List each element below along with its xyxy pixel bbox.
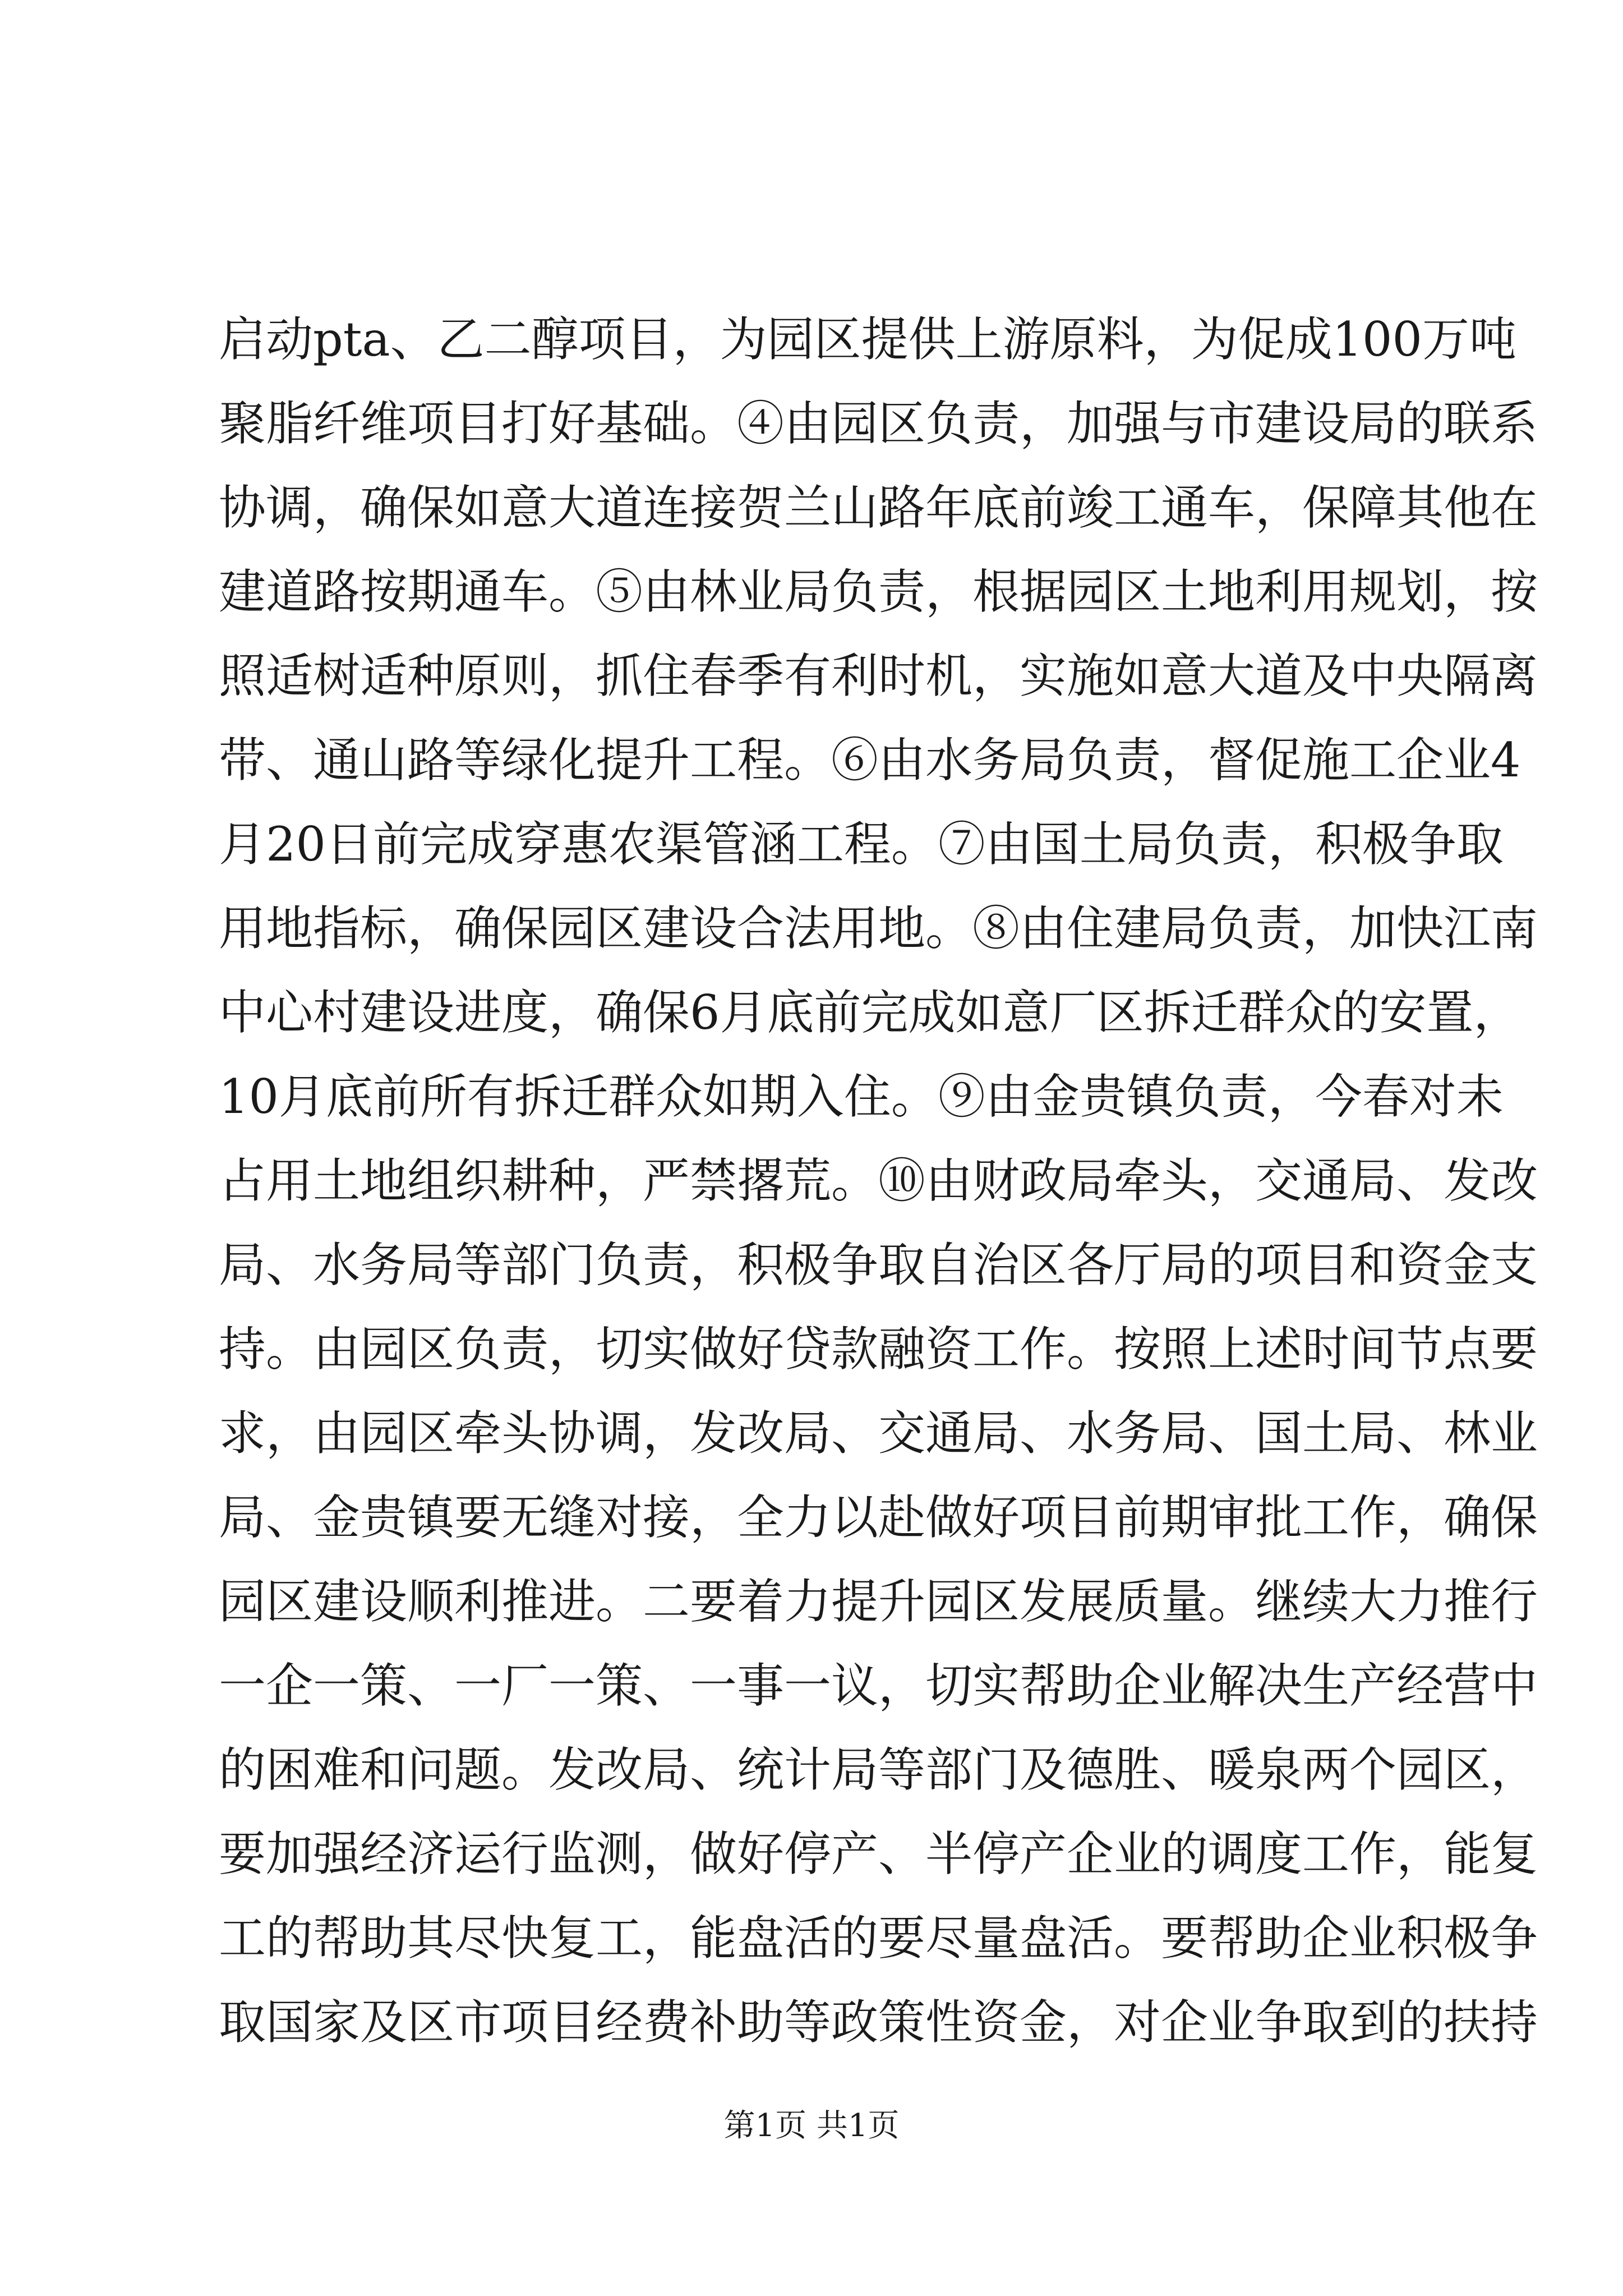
page-footer: 第1页 共1页 [723, 2108, 900, 2144]
text-line: 聚脂纤维项目打好基础。④由园区负责，加强与市建设局的联系 [219, 396, 1538, 451]
text-line: 一企一策、一厂一策、一事一议，切实帮助企业解决生产经营中 [219, 1658, 1538, 1713]
text-line: 月20日前完成穿惠农渠管涵工程。⑦由国土局负责，积极争取 [219, 817, 1504, 872]
text-line: 要加强经济运行监测，做好停产、半停产企业的调度工作，能复 [219, 1826, 1538, 1881]
text-line: 求，由园区牵头协调，发改局、交通局、水务局、国土局、林业 [219, 1406, 1538, 1461]
text-line: 带、通山路等绿化提升工程。⑥由水务局负责，督促施工企业4 [219, 733, 1521, 788]
text-line: 照适树适种原则，抓住春季有利时机，实施如意大道及中央隔离 [219, 648, 1538, 703]
text-line: 的困难和问题。发改局、统计局等部门及德胜、暖泉两个园区， [219, 1742, 1538, 1797]
body-text [219, 297, 1538, 2064]
text-line: 工的帮助其尽快复工，能盘活的要尽量盘活。要帮助企业积极争 [219, 1911, 1538, 1966]
text-line: 持。由园区负责，切实做好贷款融资工作。按照上述时间节点要 [219, 1322, 1538, 1377]
text-line: 10月底前所有拆迁群众如期入住。⑨由金贵镇负责，今春对未 [219, 1069, 1504, 1124]
text-line: 协调，确保如意大道连接贺兰山路年底前竣工通车，保障其他在 [219, 480, 1538, 535]
text-line: 占用土地组织耕种，严禁撂荒。⑩由财政局牵头，交通局、发改 [219, 1153, 1538, 1208]
text-line: 局、水务局等部门负责，积极争取自治区各厅局的项目和资金支 [219, 1237, 1538, 1292]
text-line: 用地指标，确保园区建设合法用地。⑧由住建局负责，加快江南 [219, 901, 1538, 956]
text-line: 取国家及区市项目经费补助等政策性资金，对企业争取到的扶持 [219, 1995, 1538, 2050]
text-line: 园区建设顺利推进。二要着力提升园区发展质量。继续大力推行 [219, 1574, 1538, 1629]
text-line: 建道路按期通车。⑤由林业局负责，根据园区土地利用规划，按 [219, 564, 1538, 619]
text-line: 启动pta、乙二醇项目，为园区提供上游原料，为促成100万吨 [219, 312, 1516, 367]
text-line: 局、金贵镇要无缝对接，全力以赴做好项目前期审批工作，确保 [219, 1490, 1538, 1545]
text-line: 中心村建设进度，确保6月底前完成如意厂区拆迁群众的安置， [219, 985, 1521, 1040]
